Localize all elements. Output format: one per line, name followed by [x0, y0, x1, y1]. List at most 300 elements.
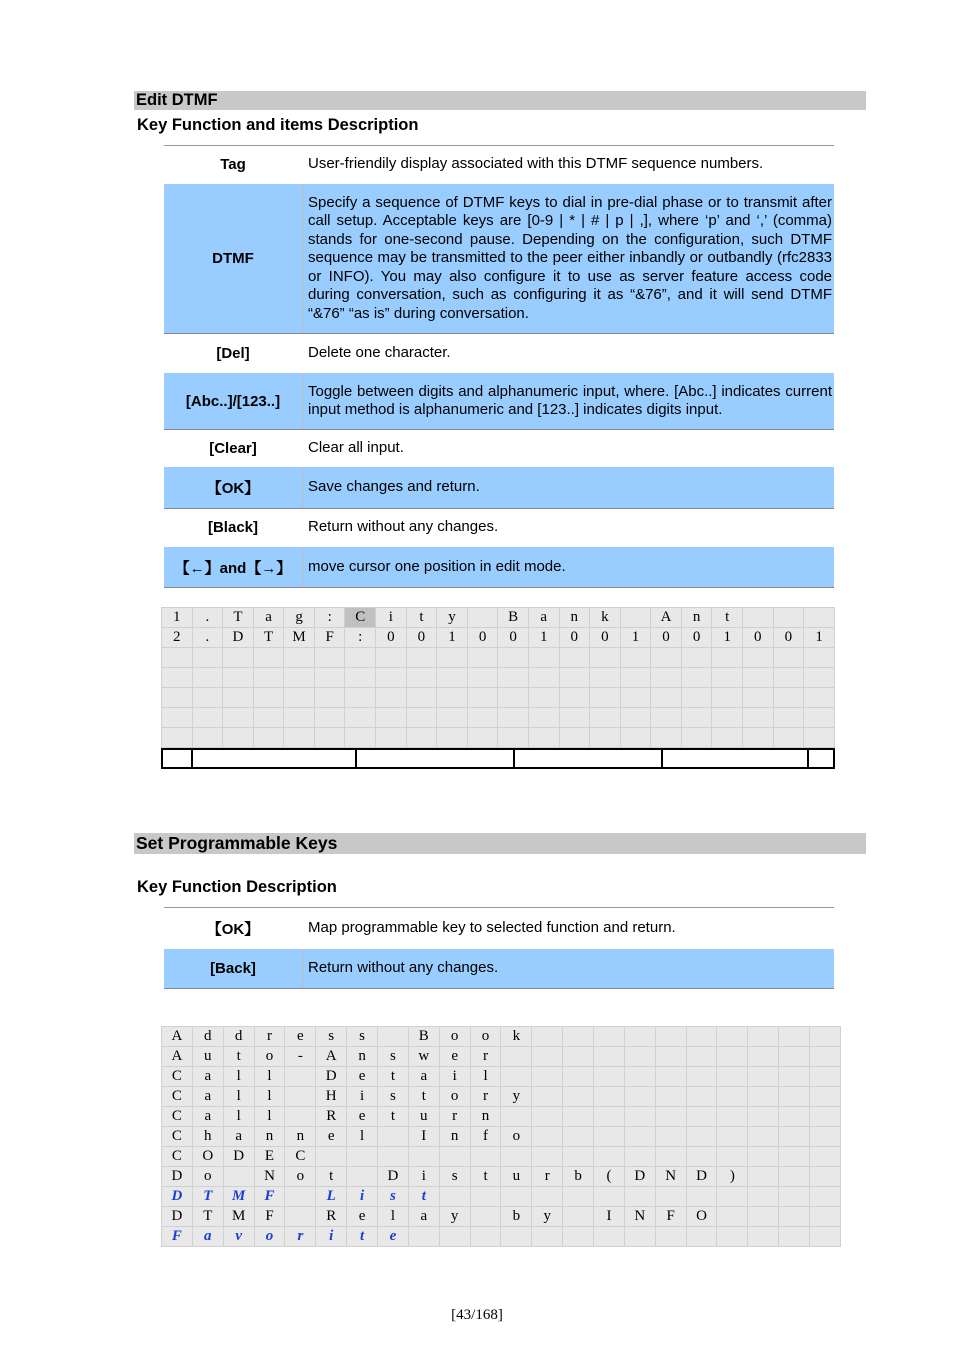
lcd-cell: L [316, 1187, 347, 1207]
lcd-cell: M [284, 628, 315, 648]
lcd-cell [162, 728, 193, 748]
lcd-cell [347, 1167, 378, 1187]
lcd-cell [532, 1127, 563, 1147]
lcd-cell [528, 708, 559, 728]
lcd-cell: e [347, 1207, 378, 1227]
row-key: [Del] [216, 344, 250, 362]
lcd-cell [590, 648, 621, 668]
lcd-cell [748, 1087, 779, 1107]
lcd-cell [559, 708, 590, 728]
row-key: [Clear] [209, 439, 257, 457]
lcd-cell [681, 668, 712, 688]
lcd-cell [717, 1147, 748, 1167]
lcd-cell [655, 1127, 686, 1147]
lcd-cell [563, 1207, 594, 1227]
lcd-cell: O [192, 1147, 223, 1167]
lcd-cell: T [223, 608, 254, 628]
lcd-cell [501, 1187, 532, 1207]
lcd-cell [376, 688, 407, 708]
lcd-cell: N [624, 1207, 655, 1227]
lcd-cell [162, 648, 193, 668]
lcd-cell: E [254, 1147, 285, 1167]
lcd-cell [563, 1147, 594, 1167]
lcd-cell: A [651, 608, 682, 628]
lcd-cell: ) [717, 1167, 748, 1187]
lcd-cell [748, 1227, 779, 1247]
lcd-cell: d [192, 1027, 223, 1047]
lcd-cell [742, 648, 773, 668]
softkey-bar [161, 748, 835, 769]
table-row [164, 467, 834, 509]
lcd-cell [655, 1087, 686, 1107]
lcd-cell: t [470, 1167, 501, 1187]
lcd-cell [712, 708, 743, 728]
row-key: 【OK】 [206, 480, 260, 497]
lcd-cell [532, 1027, 563, 1047]
lcd-cell [717, 1047, 748, 1067]
lcd-cell [748, 1207, 779, 1227]
lcd-cell [624, 1127, 655, 1147]
lcd-cell [717, 1227, 748, 1247]
lcd-cell [406, 648, 437, 668]
lcd-cell: M [223, 1187, 254, 1207]
row-key: 【OK】 [206, 920, 260, 938]
lcd-cell: o [254, 1047, 285, 1067]
lcd-cell: D [686, 1167, 717, 1187]
lcd-row [162, 1027, 841, 1047]
lcd-cell [810, 1087, 841, 1107]
lcd-cell [437, 648, 468, 668]
lcd-cell [563, 1047, 594, 1067]
lcd-cell [406, 708, 437, 728]
table-row [164, 334, 834, 373]
lcd-cell: B [408, 1027, 439, 1047]
lcd-cell [773, 648, 804, 668]
lcd-cell: a [192, 1067, 223, 1087]
lcd-cell [467, 648, 498, 668]
lcd-cell: r [285, 1227, 316, 1247]
lcd-cell: 0 [559, 628, 590, 648]
lcd-cell [284, 708, 315, 728]
lcd-cell [686, 1067, 717, 1087]
lcd-cell [345, 648, 376, 668]
lcd-cell [437, 668, 468, 688]
lcd-cell: e [378, 1227, 409, 1247]
lcd-cell [779, 1087, 810, 1107]
lcd-cell: r [532, 1167, 563, 1187]
lcd-cell: w [408, 1047, 439, 1067]
lcd-cell [594, 1087, 625, 1107]
lcd-cell: o [439, 1087, 470, 1107]
lcd-cell [655, 1107, 686, 1127]
lcd-cell [406, 668, 437, 688]
lcd-cell [773, 728, 804, 748]
lcd-cell [624, 1187, 655, 1207]
lcd-cell [406, 728, 437, 748]
lcd-cell [285, 1107, 316, 1127]
lcd-cell [681, 728, 712, 748]
lcd-cell: C [162, 1147, 193, 1167]
lcd-cell [804, 668, 835, 688]
lcd-cell [253, 688, 284, 708]
lcd-row [162, 608, 835, 628]
lcd-cell: A [316, 1047, 347, 1067]
lcd-cell [192, 668, 223, 688]
lcd-cell [467, 688, 498, 708]
lcd-cell: 2 [162, 628, 193, 648]
lcd-cell [624, 1027, 655, 1047]
lcd-row [162, 628, 835, 648]
lcd-cell [742, 668, 773, 688]
lcd-row [162, 1147, 841, 1167]
lcd-cell: 0 [467, 628, 498, 648]
section1-subtitle: Key Function and items Description [137, 116, 419, 134]
lcd-cell [681, 688, 712, 708]
lcd-cell [590, 708, 621, 728]
lcd-cell: l [254, 1067, 285, 1087]
lcd-cell [748, 1167, 779, 1187]
lcd-cell: o [254, 1227, 285, 1247]
lcd-cell [376, 708, 407, 728]
lcd-cell: R [316, 1207, 347, 1227]
lcd-cell [594, 1127, 625, 1147]
lcd-cell: 1 [528, 628, 559, 648]
lcd-cell [345, 708, 376, 728]
lcd-cell [498, 708, 529, 728]
lcd-cell [717, 1127, 748, 1147]
lcd-cell: i [439, 1067, 470, 1087]
lcd-cell [532, 1187, 563, 1207]
lcd-cell: i [316, 1227, 347, 1247]
lcd-cell: s [439, 1167, 470, 1187]
lcd-cell [316, 1147, 347, 1167]
lcd-cell: t [378, 1107, 409, 1127]
key-function-table-dtmf [164, 145, 834, 588]
lcd-cell: t [406, 608, 437, 628]
lcd-cell [804, 688, 835, 708]
lcd-cell [439, 1147, 470, 1167]
lcd-cell [285, 1087, 316, 1107]
lcd-cell: o [192, 1167, 223, 1187]
lcd-cell [470, 1227, 501, 1247]
lcd-cell [590, 688, 621, 708]
lcd-cell [651, 708, 682, 728]
lcd-cell [498, 648, 529, 668]
lcd-cell [624, 1067, 655, 1087]
lcd-cell [590, 728, 621, 748]
lcd-cell [810, 1047, 841, 1067]
lcd-row [162, 1187, 841, 1207]
lcd-cell: e [347, 1067, 378, 1087]
lcd-cell: T [192, 1187, 223, 1207]
lcd-cell [563, 1227, 594, 1247]
lcd-row [162, 668, 835, 688]
row-key: DTMF [212, 250, 254, 267]
table-row [164, 547, 834, 588]
lcd-cell [501, 1107, 532, 1127]
lcd-cell [376, 728, 407, 748]
lcd-cell [624, 1147, 655, 1167]
lcd-cell [804, 648, 835, 668]
lcd-cell: C [162, 1067, 193, 1087]
lcd-cell: D [316, 1067, 347, 1087]
lcd-cell: e [347, 1107, 378, 1127]
lcd-cell [655, 1227, 686, 1247]
lcd-cell [223, 728, 254, 748]
lcd-cell [804, 708, 835, 728]
lcd-cell [162, 708, 193, 728]
lcd-cell [285, 1067, 316, 1087]
row-desc: Return without any changes. [302, 509, 834, 546]
lcd-cell: : [314, 608, 345, 628]
lcd-cell [345, 668, 376, 688]
lcd-cell [651, 648, 682, 668]
lcd-cell [748, 1107, 779, 1127]
lcd-cell: s [378, 1187, 409, 1207]
softkey-slot [357, 750, 515, 767]
lcd-cell: i [408, 1167, 439, 1187]
lcd-cell [284, 668, 315, 688]
lcd-cell [810, 1127, 841, 1147]
lcd-cell [712, 728, 743, 748]
lcd-cell: T [253, 628, 284, 648]
lcd-cell: l [223, 1067, 254, 1087]
lcd-cell [467, 708, 498, 728]
row-desc: Map programmable key to selected function and return. [302, 908, 834, 948]
lcd-cell: l [223, 1107, 254, 1127]
row-key: 【←】and【→】 [174, 559, 292, 577]
lcd-row [162, 1227, 841, 1247]
lcd-cell [748, 1027, 779, 1047]
lcd-cell: i [347, 1187, 378, 1207]
row-desc: Specify a sequence of DTMF keys to dial in pre-dial phase or to transmit after call setup. Acceptable keys are [0-9 | * | # | p | ,], where ‘p’ and ‘,’ (comma) stands for one-second pause. Depending on the configuration, such DTMF sequence may be transmitted to the peer either inbandly or outbandly (rfc2833 or INFO). You may also configure it to use as server feature access code during conversation, such as configuring it as “&76”, and it will send DTMF “&76” “as is” during conversation. [302, 184, 834, 333]
lcd-cell [594, 1107, 625, 1127]
lcd-cell: r [439, 1107, 470, 1127]
lcd-cell [620, 708, 651, 728]
lcd-cell [742, 728, 773, 748]
lcd-cell: e [316, 1127, 347, 1147]
lcd-cell [651, 688, 682, 708]
lcd-cell: 0 [376, 628, 407, 648]
lcd-cell [717, 1107, 748, 1127]
lcd-cell: i [376, 608, 407, 628]
lcd-cell: ( [594, 1167, 625, 1187]
lcd-cell [779, 1187, 810, 1207]
lcd-cell: e [285, 1027, 316, 1047]
lcd-cell: . [192, 608, 223, 628]
lcd-cell [501, 1067, 532, 1087]
lcd-cell [437, 708, 468, 728]
table-row [164, 949, 834, 989]
lcd-cell [773, 608, 804, 628]
lcd-cell [528, 728, 559, 748]
lcd-cell [162, 668, 193, 688]
lcd-cell: b [501, 1207, 532, 1227]
lcd-cell: i [347, 1087, 378, 1107]
table-row [164, 430, 834, 467]
lcd-cell [501, 1047, 532, 1067]
lcd-cell: D [223, 628, 254, 648]
lcd-cell [742, 708, 773, 728]
lcd-cell: T [192, 1207, 223, 1227]
lcd-cell: n [285, 1127, 316, 1147]
lcd-cell [192, 648, 223, 668]
lcd-cell: l [254, 1107, 285, 1127]
lcd-cell: D [378, 1167, 409, 1187]
lcd-cell [408, 1227, 439, 1247]
lcd-cell [594, 1047, 625, 1067]
lcd-cell [686, 1147, 717, 1167]
lcd-cell [624, 1047, 655, 1067]
row-key: [Back] [210, 960, 256, 977]
lcd-cell [314, 688, 345, 708]
lcd-cell [498, 668, 529, 688]
lcd-cell [810, 1067, 841, 1087]
lcd-cell [532, 1047, 563, 1067]
lcd-row [162, 1087, 841, 1107]
lcd-cell [314, 648, 345, 668]
lcd-cell [779, 1067, 810, 1087]
lcd-cell [810, 1107, 841, 1127]
lcd-screen-programmable-keys [161, 1026, 841, 1247]
lcd-cell [192, 728, 223, 748]
lcd-cell [686, 1187, 717, 1207]
lcd-cell [563, 1107, 594, 1127]
lcd-cell: a [192, 1227, 223, 1247]
row-desc: Clear all input. [302, 430, 834, 466]
lcd-cell [192, 708, 223, 728]
lcd-cell [651, 668, 682, 688]
lcd-cell [655, 1067, 686, 1087]
lcd-cell: 0 [590, 628, 621, 648]
lcd-row [162, 1127, 841, 1147]
lcd-cell [624, 1087, 655, 1107]
lcd-cell [686, 1047, 717, 1067]
lcd-cell [717, 1067, 748, 1087]
lcd-cell: 1 [437, 628, 468, 648]
lcd-cell: l [254, 1087, 285, 1107]
lcd-cell [712, 668, 743, 688]
lcd-cell: 0 [406, 628, 437, 648]
lcd-cell [686, 1107, 717, 1127]
lcd-cell [594, 1227, 625, 1247]
lcd-cell: 0 [742, 628, 773, 648]
lcd-cell: s [378, 1047, 409, 1067]
lcd-cell [528, 668, 559, 688]
lcd-cell [501, 1227, 532, 1247]
lcd-cell: r [470, 1087, 501, 1107]
lcd-cell [162, 688, 193, 708]
lcd-cell: u [408, 1107, 439, 1127]
lcd-cell: - [285, 1047, 316, 1067]
lcd-cell: r [254, 1027, 285, 1047]
lcd-cell: a [528, 608, 559, 628]
lcd-cell [748, 1127, 779, 1147]
lcd-cell: N [655, 1167, 686, 1187]
table-row [164, 509, 834, 547]
lcd-cell: B [498, 608, 529, 628]
lcd-cell [810, 1207, 841, 1227]
lcd-cell [810, 1227, 841, 1247]
lcd-cell [467, 608, 498, 628]
lcd-cell: a [192, 1107, 223, 1127]
lcd-row [162, 1047, 841, 1067]
lcd-cell: : [345, 628, 376, 648]
lcd-cell [470, 1207, 501, 1227]
lcd-cell: 1 [162, 608, 193, 628]
lcd-cell: R [316, 1107, 347, 1127]
lcd-cell [223, 648, 254, 668]
lcd-cell [773, 708, 804, 728]
lcd-cell: D [624, 1167, 655, 1187]
lcd-cell [686, 1087, 717, 1107]
lcd-cell: 1 [804, 628, 835, 648]
row-desc: move cursor one position in edit mode. [302, 547, 834, 587]
lcd-cell: F [254, 1187, 285, 1207]
lcd-cell [470, 1187, 501, 1207]
lcd-cell: f [470, 1127, 501, 1147]
lcd-cell [810, 1167, 841, 1187]
lcd-cell: y [439, 1207, 470, 1227]
lcd-cell: O [686, 1207, 717, 1227]
lcd-cell [439, 1227, 470, 1247]
table-row [164, 908, 834, 949]
lcd-cell [223, 688, 254, 708]
lcd-cell [742, 688, 773, 708]
lcd-cell [686, 1127, 717, 1147]
lcd-cell: . [192, 628, 223, 648]
lcd-cell [345, 728, 376, 748]
lcd-cell [253, 648, 284, 668]
lcd-cell: a [408, 1067, 439, 1087]
lcd-cell: o [470, 1027, 501, 1047]
lcd-cell: o [439, 1027, 470, 1047]
lcd-cell [253, 728, 284, 748]
lcd-cell [285, 1207, 316, 1227]
lcd-cell: M [223, 1207, 254, 1227]
lcd-cell: n [439, 1127, 470, 1147]
table-row [164, 184, 834, 334]
lcd-cell: a [408, 1207, 439, 1227]
lcd-cell [284, 728, 315, 748]
lcd-cell [810, 1027, 841, 1047]
lcd-cell [779, 1147, 810, 1167]
lcd-row [162, 648, 835, 668]
lcd-cell [748, 1047, 779, 1067]
lcd-cell: t [378, 1067, 409, 1087]
lcd-cell [439, 1187, 470, 1207]
lcd-cell [742, 608, 773, 628]
lcd-cell [223, 708, 254, 728]
lcd-cell [810, 1187, 841, 1207]
lcd-cell: F [162, 1227, 193, 1247]
lcd-cell [253, 708, 284, 728]
lcd-cell [437, 728, 468, 748]
lcd-cell: n [559, 608, 590, 628]
lcd-cell [773, 688, 804, 708]
row-desc: Return without any changes. [302, 949, 834, 988]
lcd-cell: D [162, 1207, 193, 1227]
lcd-cell: F [254, 1207, 285, 1227]
lcd-cell: A [162, 1047, 193, 1067]
lcd-cell: F [655, 1207, 686, 1227]
section-title-edit-dtmf [134, 91, 866, 110]
lcd-cell: l [223, 1087, 254, 1107]
table-row [164, 146, 834, 184]
lcd-cell [192, 688, 223, 708]
lcd-cell: n [254, 1127, 285, 1147]
lcd-cell: v [223, 1227, 254, 1247]
